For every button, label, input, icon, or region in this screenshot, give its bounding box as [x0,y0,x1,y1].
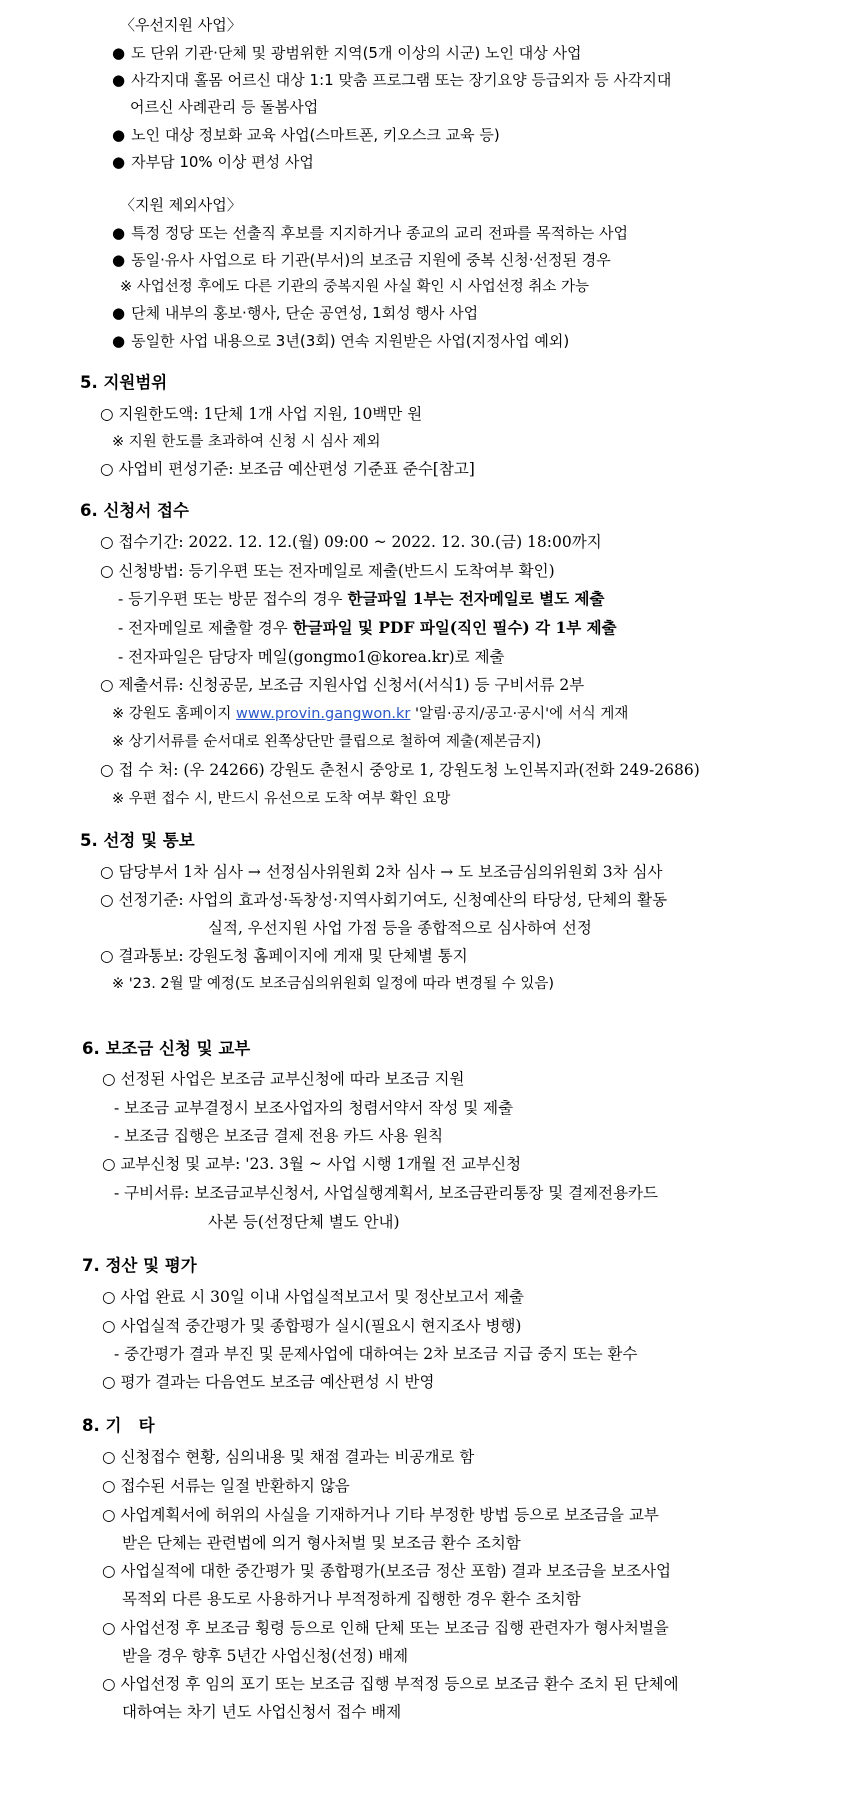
priority-item-4: ● 자부담 10% 이상 편성 사업 [112,153,314,171]
support-limit: ○ 지원한도액: 1단체 1개 사업 지원, 10백만 원 [100,405,423,423]
subsidy-item-2: ○ 교부신청 및 교부: '23. 3월 ~ 사업 시행 1개월 전 교부신청 [102,1155,522,1173]
excluded-item-2: ● 동일·유사 사업으로 타 기관(부서)의 보조금 지원에 중복 신청·선정된 경우 [112,251,611,269]
other-item-6-cont: 대하여는 차기 년도 사업신청서 접수 배제 [122,1703,402,1721]
excluded-item-3: ● 단체 내부의 홍보·행사, 단순 공연성, 1회성 행사 사업 [112,304,479,322]
section-heading-support-scope: 5. 지원범위 [80,373,168,392]
settlement-item-3: ○ 평가 결과는 다음연도 보조금 예산편성 시 반영 [102,1373,435,1391]
method-detail-post: - 등기우편 또는 방문 접수의 경우 한글파일 1부는 전자메일로 별도 제출 [118,589,605,608]
subsidy-dash-3-cont: 사본 등(선정단체 별도 안내) [208,1213,400,1231]
section-heading-other: 8. 기 타 [82,1416,155,1435]
note-document-order: ※ 상기서류를 순서대로 왼쪽상단만 클립으로 철하여 제출(제본금지) [112,734,542,750]
bullet-icon: ● [112,332,126,350]
other-item-3-cont: 받은 단체는 관련법에 의거 형사처벌 및 보조금 환수 조치함 [122,1534,521,1552]
subsidy-dash-2: - 보조금 집행은 보조금 결제 전용 카드 사용 원칙 [114,1127,444,1145]
settlement-dash-1: - 중간평가 결과 부진 및 문제사업에 대하여는 2차 보조금 지급 중지 또는 환수 [114,1345,638,1363]
homepage-link[interactable]: www.provin.gangwon.kr [236,706,411,722]
section-heading-settlement: 7. 정산 및 평가 [82,1256,197,1275]
priority-item-2: ● 사각지대 홀몸 어르신 대상 1:1 맞춤 프로그램 또는 장기요양 등급외자 등 사각지대 [112,71,672,89]
subsidy-dash-3: - 구비서류: 보조금교부신청서, 사업실행계획서, 보조금관리통장 및 결제전용카드 [114,1184,658,1202]
selection-criteria-cont: 실적, 우선지원 사업 가점 등을 종합적으로 심사하여 선정 [208,919,592,937]
bullet-icon: ● [112,251,126,269]
other-item-6: ○ 사업선정 후 임의 포기 또는 보조금 집행 부적정 등으로 보조금 환수 조치 된 단체에 [102,1675,679,1693]
settlement-item-2: ○ 사업실적 중간평가 및 종합평가 실시(필요시 현지조사 병행) [102,1317,522,1335]
priority-item-3: ● 노인 대상 정보화 교육 사업(스마트폰, 키오스크 교육 등) [112,126,500,144]
budget-criteria: ○ 사업비 편성기준: 보조금 예산편성 기준표 준수[참고] [100,460,475,478]
submission-address: ○ 접 수 처: (우 24266) 강원도 춘천시 중앙로 1, 강원도청 노인복지과(전화 249-2686) [100,761,700,779]
other-item-5-cont: 받을 경우 향후 5년간 사업신청(선정) 배제 [122,1647,409,1665]
other-item-4: ○ 사업실적에 대한 중간평가 및 종합평가(보조금 정산 포함) 결과 보조금을 보조사업 [102,1562,672,1580]
subsidy-item-1: ○ 선정된 사업은 보조금 교부신청에 따라 보조금 지원 [102,1070,465,1088]
priority-item-2-cont: 어르신 사례관리 등 돌봄사업 [130,98,319,116]
excluded-item-1: ● 특정 정당 또는 선출직 후보를 지지하거나 종교의 교리 전파를 목적하는 사업 [112,224,628,242]
subsidy-dash-1: - 보조금 교부결정시 보조사업자의 청렴서약서 작성 및 제출 [114,1099,514,1117]
excluded-item-4: ● 동일한 사업 내용으로 3년(3회) 연속 지원받은 사업(지정사업 예외) [112,332,570,350]
settlement-item-1: ○ 사업 완료 시 30일 이내 사업실적보고서 및 정산보고서 제출 [102,1288,524,1306]
other-item-1: ○ 신청접수 현황, 심의내용 및 채점 결과는 비공개로 함 [102,1448,475,1466]
priority-item-1: ● 도 단위 기관·단체 및 광범위한 지역(5개 이상의 시군) 노인 대상 사업 [112,44,582,62]
other-item-4-cont: 목적외 다른 용도로 사용하거나 부적정하게 집행한 경우 환수 조치함 [122,1590,581,1608]
section-heading-application: 6. 신청서 접수 [80,501,189,520]
other-item-3: ○ 사업계획서에 허위의 사실을 기재하거나 기타 부정한 방법 등으로 보조금을 교부 [102,1506,659,1524]
excluded-note: ※ 사업선정 후에도 다른 기관의 중복지원 사실 확인 시 사업선정 취소 가능 [120,279,590,295]
section-heading-selection: 5. 선정 및 통보 [80,831,195,850]
bullet-icon: ● [112,126,126,144]
review-flow: ○ 담당부서 1차 심사 → 선정심사위원회 2차 심사 → 도 보조금심의위원회 3차 심사 [100,863,663,881]
application-period: ○ 접수기간: 2022. 12. 12.(월) 09:00 ~ 2022. 12. 30.(금) 18:00까지 [100,533,602,551]
result-notice: ○ 결과통보: 강원도청 홈페이지에 게재 및 단체별 통지 [100,947,468,965]
selection-criteria: ○ 선정기준: 사업의 효과성·독창성·지역사회기여도, 신청예산의 타당성, 단체의 활동 [100,891,668,909]
method-detail-contact: - 전자파일은 담당자 메일(gongmo1@korea.kr)로 제출 [118,648,505,666]
section-heading-subsidy: 6. 보조금 신청 및 교부 [82,1039,251,1058]
other-item-5: ○ 사업선정 후 보조금 횡령 등으로 인해 단체 또는 보조금 집행 관련자가 형사처벌을 [102,1619,669,1637]
bullet-icon: ● [112,71,126,89]
bullet-icon: ● [112,224,126,242]
support-limit-note: ※ 지원 한도를 초과하여 신청 시 심사 제외 [112,434,381,450]
required-documents: ○ 제출서류: 신청공문, 보조금 지원사업 신청서(서식1) 등 구비서류 2부 [100,676,585,694]
result-notice-note: ※ '23. 2월 말 예정(도 보조금심의위원회 일정에 따라 변경될 수 있음) [112,976,554,992]
note-mail-confirm: ※ 우편 접수 시, 반드시 유선으로 도착 여부 확인 요망 [112,791,451,807]
excluded-title: 〈지원 제외사업〉 [120,196,242,214]
other-item-2: ○ 접수된 서류는 일절 반환하지 않음 [102,1477,350,1495]
bullet-icon: ● [112,304,126,322]
bullet-icon: ● [112,153,126,171]
priority-title: 〈우선지원 사업〉 [120,16,242,34]
application-method: ○ 신청방법: 등기우편 또는 전자메일로 제출(반드시 도착여부 확인) [100,562,555,580]
note-homepage: ※ 강원도 홈페이지 www.provin.gangwon.kr '알림·공지/공고·공시'에 서식 게재 [112,706,629,722]
bullet-icon: ● [112,44,126,62]
method-detail-email: - 전자메일로 제출할 경우 한글파일 및 PDF 파일(직인 필수) 각 1부 제출 [118,618,617,637]
